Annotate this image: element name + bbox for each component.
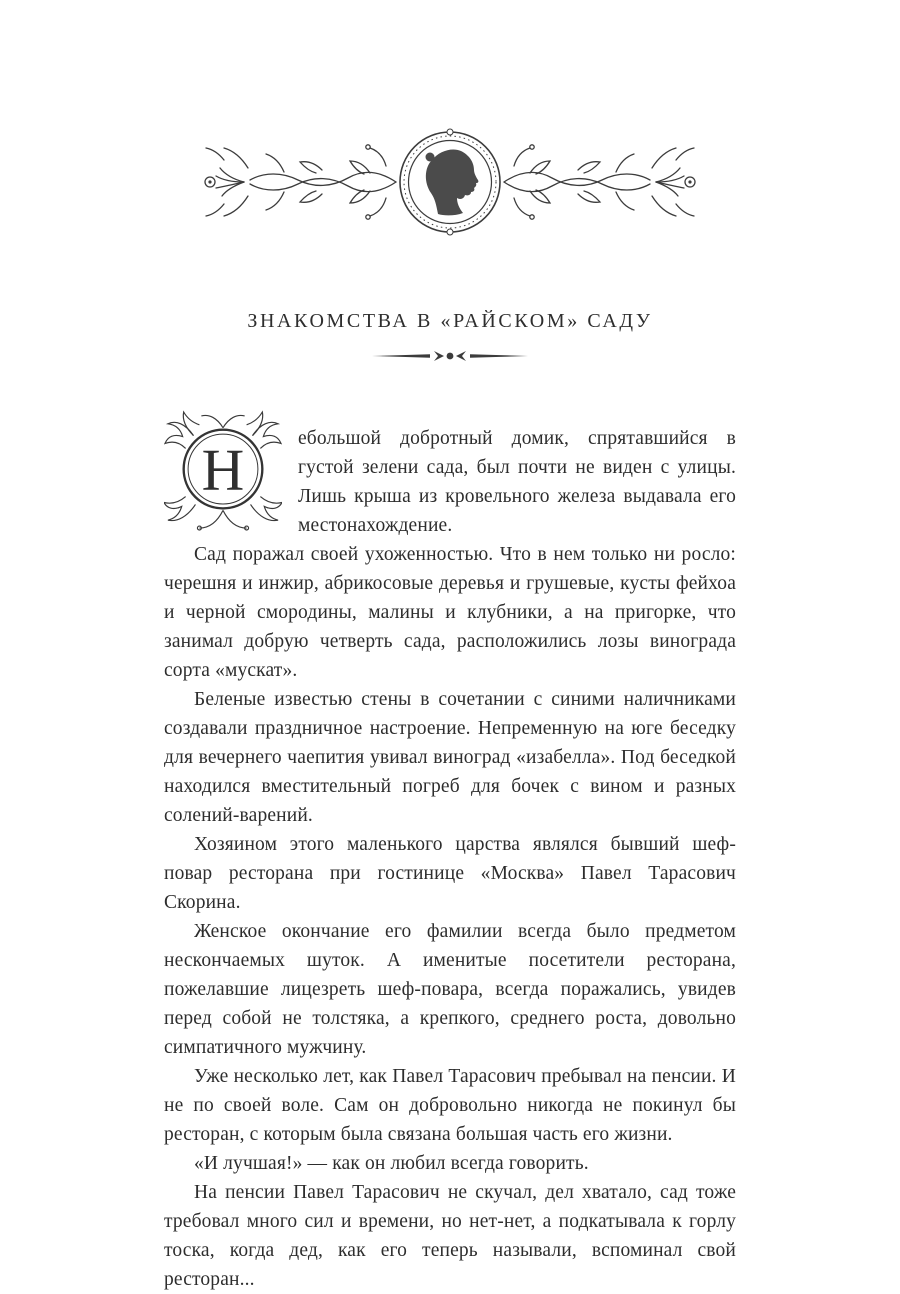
arrow-dot-divider-icon [370,348,530,364]
paragraph-6: Уже несколько лет, как Павел Тарасович пребывал на пенсии. И не по своей воле. Сам он добровольно никогда не покинул бы ресторан, с которым была связана большая часть его жизни. [164,1066,736,1145]
paragraph-2: Сад поражал своей ухоженностью. Что в нем только ни росло: черешня и инжир, абрикосовые деревья и грушевые, кусты фейхоа и черной смородины, малины и клубники, а на пригорке, что занимал добрую четверть сада, расположились лозы винограда сорта «мускат». [164,544,736,681]
paragraph-text: ебольшой добротный домик, спрятавшийся в густой зелени сада, был почти не виден с улицы. Лишь крыша из кровельного железа выдавала его местонахождение. [298,428,736,536]
drop-cap-frame [164,406,282,538]
cameo-flourish-icon [170,126,730,238]
paragraph-4: Хозяином этого маленького царства являлся бывший шеф-повар ресторана при гостинице «Москва» Павел Тарасович Скорина. [164,834,736,913]
cameo-icon [400,129,500,235]
header-flourish-ornament [164,126,736,238]
paragraph-3: Беленые известью стены в сочетании с синими наличниками создавали праздничное настроение. Непременную на юге беседку для вечернего чаепития увивал виноград «изабелла». Под беседкой находился вместительный погреб для бочек с вином и разных солений-варений. [164,689,736,826]
paragraph-8: На пенсии Павел Тарасович не скучал, дел хватало, сад тоже требовал много сил и времени, но нет-нет, а подкатывала к горлу тоска, когда дед, как его теперь называли, вспоминал свой ресторан... [164,1182,736,1290]
body-text [164,424,736,1294]
paragraph-1 [164,424,736,540]
chapter-title: ЗНАКОМСТВА В «РАЙСКОМ» САДУ [247,310,653,332]
paragraph-5: Женское окончание его фамилии всегда было предметом нескончаемых шуток. А именитые посетители ресторана, пожелавшие лицезреть шеф-повара, всегда поражались, увидев перед собой не толстяка, а крепкого, среднего роста, довольно симпатичного мужчину. [164,921,736,1058]
book-page [164,0,736,1294]
paragraph-7: «И лучшая!» — как он любил всегда говорить. [194,1153,589,1174]
divider-ornament [164,348,736,364]
drop-cap-wreath-icon [164,406,282,538]
drop-cap-letter: Н [201,436,245,503]
